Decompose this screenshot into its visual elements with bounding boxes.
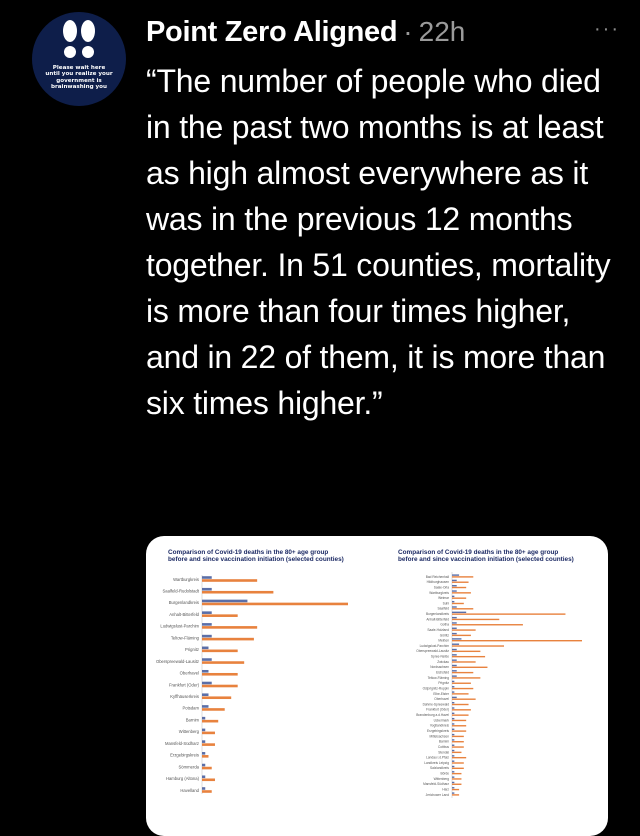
bar-since	[202, 603, 348, 606]
category-label: Mansfeld-Südharz	[423, 782, 449, 787]
bar-before	[452, 739, 454, 740]
bar-since	[452, 746, 464, 747]
category-label: Anhalt-Bitterfeld	[426, 617, 449, 622]
bar-before	[452, 580, 457, 581]
bar-before	[452, 697, 457, 698]
bar-before	[202, 682, 212, 685]
chart-right	[376, 536, 608, 836]
bar-since	[452, 688, 473, 689]
category-label: Oberhavel	[179, 670, 199, 676]
category-label: Burgenlandkreis	[425, 612, 449, 617]
bar-before	[452, 644, 459, 645]
chart-left	[146, 536, 376, 836]
bar-since	[202, 696, 231, 699]
avatar-caption: Please wait here until you realize your government is brainwashing you	[45, 65, 113, 91]
bar-since	[202, 579, 257, 582]
bar-since	[452, 613, 565, 614]
bar-since	[202, 790, 212, 793]
category-label: Erzgebirgskreis	[170, 752, 199, 758]
category-label: Landkreis Leipzig	[424, 760, 449, 765]
bar-since	[202, 661, 244, 664]
bar-before	[452, 681, 454, 682]
bar-before	[452, 707, 454, 708]
bar-before	[452, 766, 454, 767]
bar-before	[202, 576, 212, 579]
bar-since	[452, 656, 485, 657]
category-label: Spree-Neiße	[430, 654, 449, 659]
bar-before	[202, 775, 205, 778]
category-label: Hildburghausen	[426, 580, 449, 585]
timestamp[interactable]: 22h	[418, 16, 466, 47]
bar-since	[202, 673, 238, 676]
category-label: Landau i.d.Pfalz	[426, 755, 449, 760]
bar-before	[202, 635, 212, 638]
category-label: Eichsfeld	[436, 670, 449, 675]
bar-since	[452, 603, 464, 604]
bar-before	[452, 654, 457, 655]
category-label: Bad Reichenhall	[425, 574, 449, 579]
category-label: Frankfurt (Oder)	[426, 707, 449, 712]
bar-since	[452, 730, 466, 731]
bar-before	[452, 638, 461, 639]
bar-before	[452, 734, 454, 735]
category-label: Prignitz	[438, 681, 449, 686]
category-label: Ludwigslust-Parchim	[160, 623, 199, 629]
category-label: Gotha	[440, 622, 449, 627]
bar-since	[452, 597, 466, 598]
category-label: Meißen	[438, 638, 449, 643]
bar-before	[452, 745, 454, 746]
tweet-media[interactable]	[146, 536, 608, 836]
bar-before	[452, 622, 457, 623]
category-label: Prignitz	[185, 647, 199, 653]
category-label: Saale-Orla	[433, 585, 449, 590]
category-label: Hamburg (Altona)	[165, 776, 199, 782]
bar-since	[452, 794, 459, 795]
bar-before	[202, 740, 205, 743]
bar-since	[452, 789, 459, 790]
bar-before	[452, 760, 454, 761]
category-label: Dahme-Spreewald	[422, 702, 449, 707]
bar-before	[452, 606, 457, 607]
bar-before	[202, 658, 212, 661]
bar-before	[202, 623, 212, 626]
bar-since	[452, 736, 464, 737]
category-label: Ludwigslust-Parchim	[419, 643, 449, 648]
bar-since	[202, 732, 215, 735]
bar-before	[452, 729, 454, 730]
category-label: Cottbus	[438, 744, 449, 749]
bar-since	[202, 626, 257, 629]
bar-since	[452, 773, 461, 774]
bar-before	[452, 659, 457, 660]
bar-since	[202, 755, 208, 758]
bar-before	[452, 702, 454, 703]
bar-since	[452, 704, 469, 705]
category-label: Görlitz	[439, 633, 449, 638]
bar-since	[452, 683, 471, 684]
category-label: Börde	[440, 771, 449, 776]
category-label: Stendal	[438, 750, 449, 755]
bar-since	[452, 651, 480, 652]
category-label: Harz	[442, 787, 449, 792]
category-label: Salzlandkreis	[430, 766, 449, 771]
category-label: Weimar	[438, 596, 449, 601]
bar-since	[202, 778, 215, 781]
bar-before	[202, 764, 205, 767]
category-label: Wartburgkreis	[173, 576, 199, 582]
avatar[interactable]	[32, 12, 126, 106]
category-label: Oberspreewald-Lausitz	[416, 649, 449, 654]
bar-since	[452, 629, 476, 630]
bar-since	[202, 720, 218, 723]
bar-before	[452, 670, 457, 671]
bar-before	[202, 729, 205, 732]
bar-since	[452, 667, 487, 668]
bar-since	[452, 592, 471, 593]
bar-since	[452, 619, 499, 620]
bar-since	[202, 591, 273, 594]
category-label: Mittelsachsen	[429, 734, 449, 739]
bar-since	[452, 741, 464, 742]
category-label: Wittenberg	[178, 729, 199, 735]
category-label: Elbe-Elster	[433, 691, 449, 696]
bar-since	[452, 672, 473, 673]
bar-before	[452, 675, 457, 676]
category-label: Nordsachsen	[430, 665, 449, 670]
bar-since	[452, 635, 471, 636]
bar-before	[452, 691, 454, 692]
category-label: Saale-Holzland	[427, 627, 449, 632]
bar-since	[452, 576, 473, 577]
bar-since	[202, 767, 212, 770]
bar-before	[452, 782, 454, 783]
bar-before	[452, 633, 457, 634]
bar-since	[202, 638, 254, 641]
bar-since	[452, 757, 466, 758]
bar-since	[452, 608, 473, 609]
bar-before	[452, 713, 454, 714]
bar-since	[452, 640, 582, 641]
bar-before	[202, 611, 212, 614]
bar-since	[452, 677, 480, 678]
bar-since	[452, 778, 461, 779]
category-label: Frankfurt (Oder)	[168, 682, 199, 688]
bar-since	[452, 645, 504, 646]
category-label: Ostprignitz-Ruppin	[422, 686, 449, 691]
bar-before	[202, 647, 208, 650]
category-label: Sömmerda	[178, 764, 199, 770]
bar-before	[202, 670, 208, 673]
chart-right-title: Comparison of Covid-19 deaths in the 80+ age group before and since vaccination initiation (selected counties)	[398, 549, 574, 563]
more-options-icon[interactable]: ···	[594, 18, 620, 40]
bar-since	[452, 661, 476, 662]
category-label: Burgenlandkreis	[168, 600, 199, 606]
category-label: Teltow-Fläming	[427, 675, 449, 680]
tweet-header	[146, 12, 620, 52]
bar-since	[452, 714, 469, 715]
bar-before	[452, 755, 454, 756]
bar-since	[202, 685, 238, 688]
category-label: Mansfeld-Südharz	[165, 740, 199, 746]
category-label: Erzgebirgskreis	[427, 728, 449, 733]
bar-before	[202, 693, 208, 696]
category-label: Potsdam	[182, 705, 199, 711]
category-label: Saalfeld-Rudolstadt	[162, 588, 199, 594]
category-label: Oberhavel	[434, 697, 449, 702]
footprints-icon	[55, 19, 103, 61]
bar-before	[452, 776, 454, 777]
bar-before	[452, 590, 457, 591]
bar-before	[452, 574, 459, 575]
category-label: Barnim	[185, 717, 199, 723]
bar-before	[202, 787, 205, 790]
tweet-text: “The number of people who died in the past two months is at least as high almost everywhere as it was in the previous 12 months together. In 51 counties, mortality is more than four times higher, and in 22 of them, it is more than six times higher.”	[146, 63, 611, 421]
category-label: Vogtlandkreis	[429, 723, 449, 728]
bar-before	[452, 585, 457, 586]
category-label: Wittenberg	[433, 776, 449, 781]
bar-before	[452, 596, 454, 597]
bar-before	[452, 686, 454, 687]
bar-before	[452, 612, 466, 613]
bar-since	[452, 725, 466, 726]
category-label: Zwickau	[437, 659, 449, 664]
bar-before	[202, 705, 208, 708]
bar-before	[452, 628, 457, 629]
bar-before	[452, 792, 454, 793]
category-label: Saalfeld	[437, 606, 449, 611]
bar-before	[202, 752, 205, 755]
bar-before	[452, 718, 454, 719]
bar-since	[452, 784, 461, 785]
bar-before	[452, 723, 454, 724]
bar-before	[452, 787, 454, 788]
bar-since	[202, 743, 215, 746]
bar-since	[452, 693, 469, 694]
category-label: Uckermark	[433, 718, 449, 723]
bar-before	[452, 750, 454, 751]
category-label: Brandenburg a.d.Havel	[416, 713, 449, 718]
bar-since	[202, 650, 238, 653]
bar-before	[202, 717, 205, 720]
bar-since	[202, 614, 238, 617]
bar-before	[452, 665, 457, 666]
author-name[interactable]: Point Zero Aligned	[146, 15, 398, 48]
bar-since	[452, 720, 466, 721]
bar-since	[452, 709, 471, 710]
category-label: Wartburgkreis	[429, 590, 449, 595]
category-label: Barnim	[438, 739, 449, 744]
category-label: Kyffhäuserkreis	[170, 694, 199, 700]
chart-left-title: Comparison of Covid-19 deaths in the 80+ age group before and since vaccination initiation (selected counties)	[168, 549, 344, 563]
bar-before	[202, 600, 247, 603]
category-label: Havelland	[180, 787, 199, 793]
bar-before	[452, 617, 457, 618]
category-label: Teltow-Fläming	[170, 635, 199, 641]
category-label: Anhalt-Bitterfeld	[169, 611, 199, 617]
bar-since	[452, 768, 464, 769]
bar-since	[452, 698, 476, 699]
bar-before	[452, 649, 457, 650]
separator: ·	[403, 16, 413, 47]
bar-since	[452, 624, 523, 625]
category-label: Suhl	[442, 601, 449, 606]
category-label: Oberspreewald-Lausitz	[155, 658, 199, 664]
bar-since	[452, 587, 466, 588]
bar-since	[452, 762, 464, 763]
bar-before	[452, 771, 454, 772]
category-label: Jerichower Land	[425, 792, 449, 797]
bar-before	[452, 601, 454, 602]
bar-before	[202, 588, 212, 591]
bar-since	[202, 708, 225, 711]
bar-since	[452, 752, 461, 753]
bar-since	[452, 582, 469, 583]
